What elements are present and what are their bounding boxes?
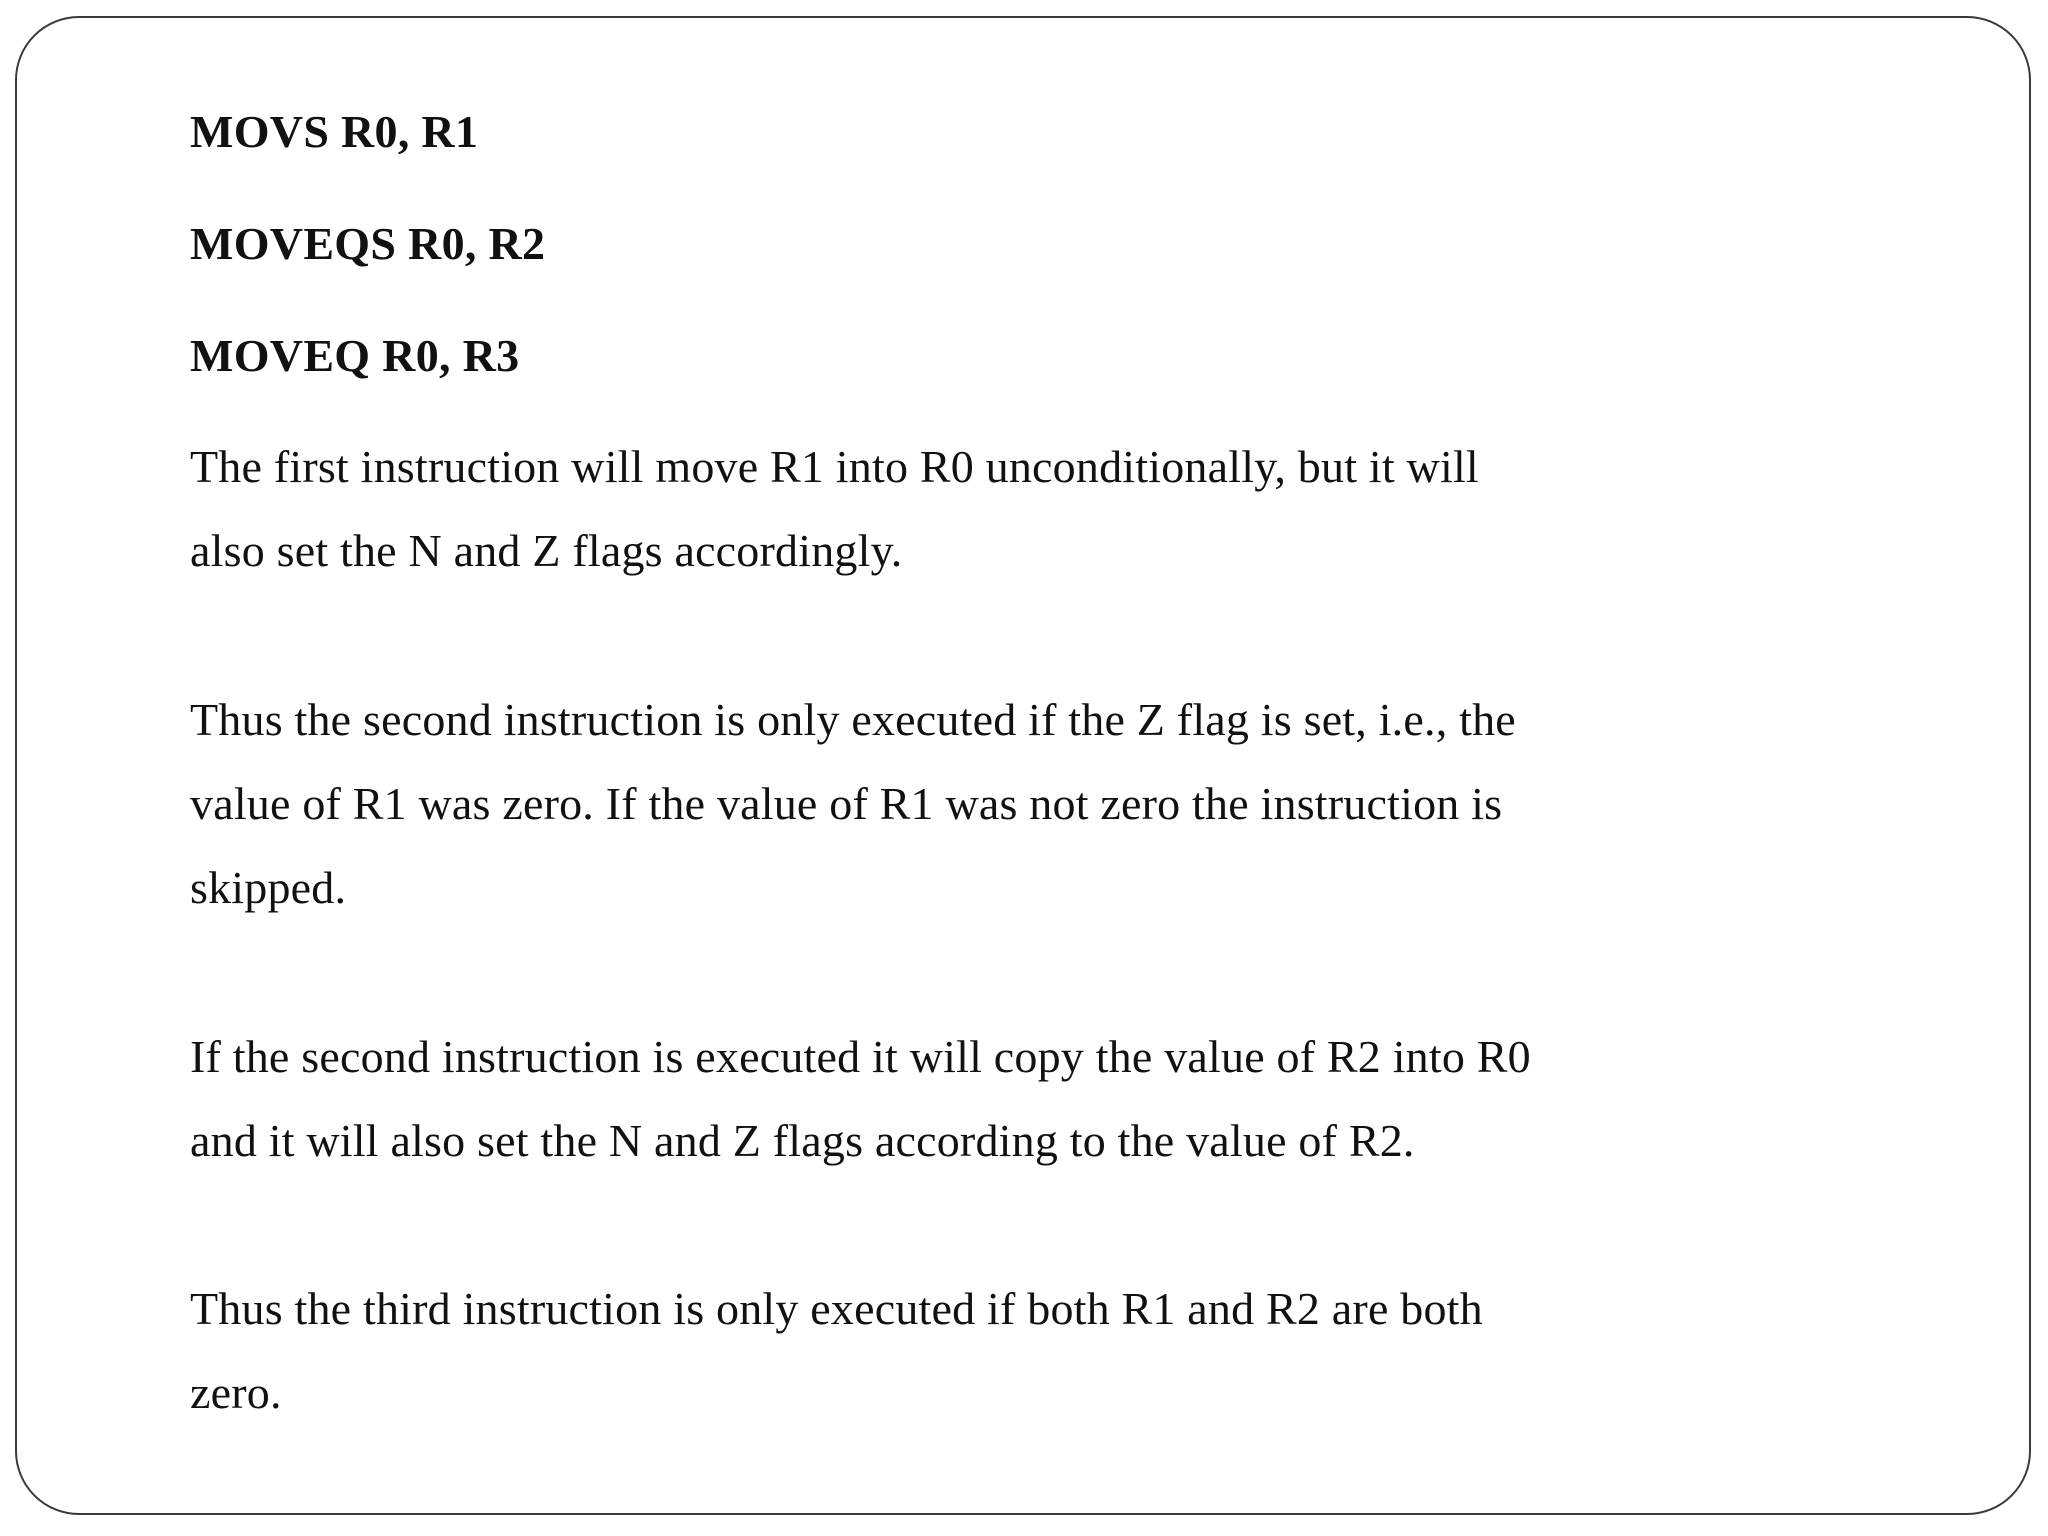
paragraph-4: Thus the third instruction is only executed if both R1 and R2 are both zero. xyxy=(190,1283,1483,1418)
paragraph-2: Thus the second instruction is only executed if the Z flag is set, i.e., the value of R1 was zero. If the value of R1 was not zero the instruction is skipped. xyxy=(190,694,1516,913)
code-line-3: MOVEQ R0, R3 xyxy=(190,330,520,381)
code-line-1: MOVS R0, R1 xyxy=(190,106,479,157)
code-line-2: MOVEQS R0, R2 xyxy=(190,218,546,269)
paragraph-3: If the second instruction is executed it will copy the value of R2 into R0 and it will also set the N and Z flags according to the value of R2. xyxy=(190,1031,1531,1166)
paragraph-1: The first instruction will move R1 into R0 unconditionally, but it will also set the N and Z flags accordingly. xyxy=(190,441,1479,576)
